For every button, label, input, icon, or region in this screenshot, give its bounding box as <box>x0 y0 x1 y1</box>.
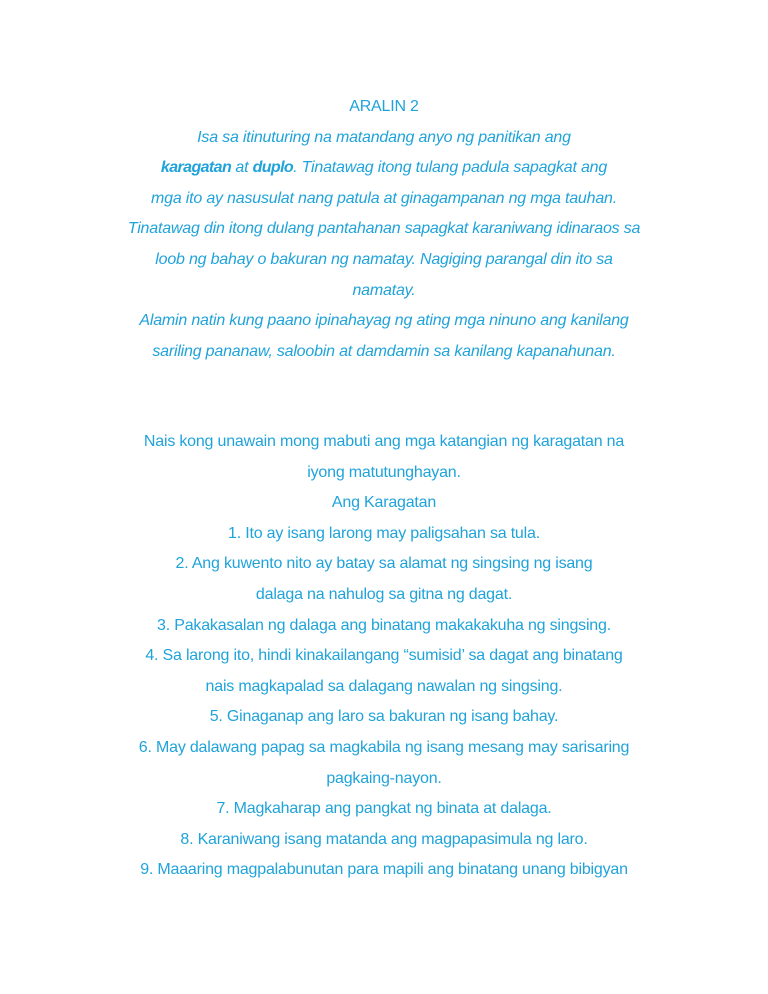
intro-line: Isa sa itinuturing na matandang anyo ng panitikan ang <box>197 128 571 146</box>
list-item: nais magkapalad sa dalagang nawalan ng singsing. <box>205 677 563 695</box>
intro-line: Tinatawag din itong dulang pantahanan sapagkat karaniwang idinaraos sa <box>127 220 641 238</box>
list-item: 4. Sa larong ito, hindi kinakailangang “sumisid’ sa dagat ang binatang <box>145 647 623 665</box>
karagatan-section <box>0 427 768 886</box>
list-item: 6. May dalawang papag sa magkabila ng isang mesang may sarisaring <box>138 738 630 756</box>
intro-line: loob ng bahay o bakuran ng namatay. Nagiging parangal din ito sa <box>155 250 613 268</box>
conjunction: at <box>231 159 253 177</box>
list-item: dalaga na nahulog sa gitna ng dagat. <box>255 585 513 603</box>
list-item: 1. Ito ay isang larong may paligsahan sa tula. <box>228 524 540 542</box>
list-item: 9. Maaaring magpalabunutan para mapili ang binatang unang bibigyan <box>140 861 628 879</box>
list-item: 3. Pakakasalan ng dalaga ang binatang makakakuha ng singsing. <box>157 616 611 634</box>
intro-line: sariling pananaw, saloobin at damdamin sa kanilang kapanahunan. <box>152 342 616 360</box>
list-item: 5. Ginaganap ang laro sa bakuran ng isang bahay. <box>209 708 559 726</box>
intro-text: . Tinatawag itong tulang padula sapagkat ang <box>293 159 608 177</box>
intro-line: mga ito ay nasusulat nang patula at ginagampanan ng mga tauhan. <box>151 189 617 207</box>
section-heading: Ang Karagatan <box>331 494 437 512</box>
lesson-title: ARALIN 2 <box>349 98 419 115</box>
list-item: 8. Karaniwang isang matanda ang magpapasimula ng laro. <box>180 830 588 848</box>
section-line: Nais kong unawain mong mabuti ang mga katangian ng karagatan na <box>143 433 625 450</box>
term-duplo: duplo <box>252 159 294 177</box>
intro-line <box>0 153 768 184</box>
list-item: 2. Ang kuwento nito ay batay sa alamat ng singsing ng isang <box>175 555 593 573</box>
list-item: 7. Magkaharap ang pangkat ng binata at dalaga. <box>216 800 552 818</box>
section-line: iyong matutunghayan. <box>307 463 461 481</box>
intro-line: namatay. <box>352 281 416 299</box>
term-karagatan: karagatan <box>160 159 232 177</box>
intro-section <box>0 92 768 367</box>
intro-line: Alamin natin kung paano ipinahayag ng ating mga ninuno ang kanilang <box>139 312 629 330</box>
list-item: pagkaing-nayon. <box>326 769 442 787</box>
